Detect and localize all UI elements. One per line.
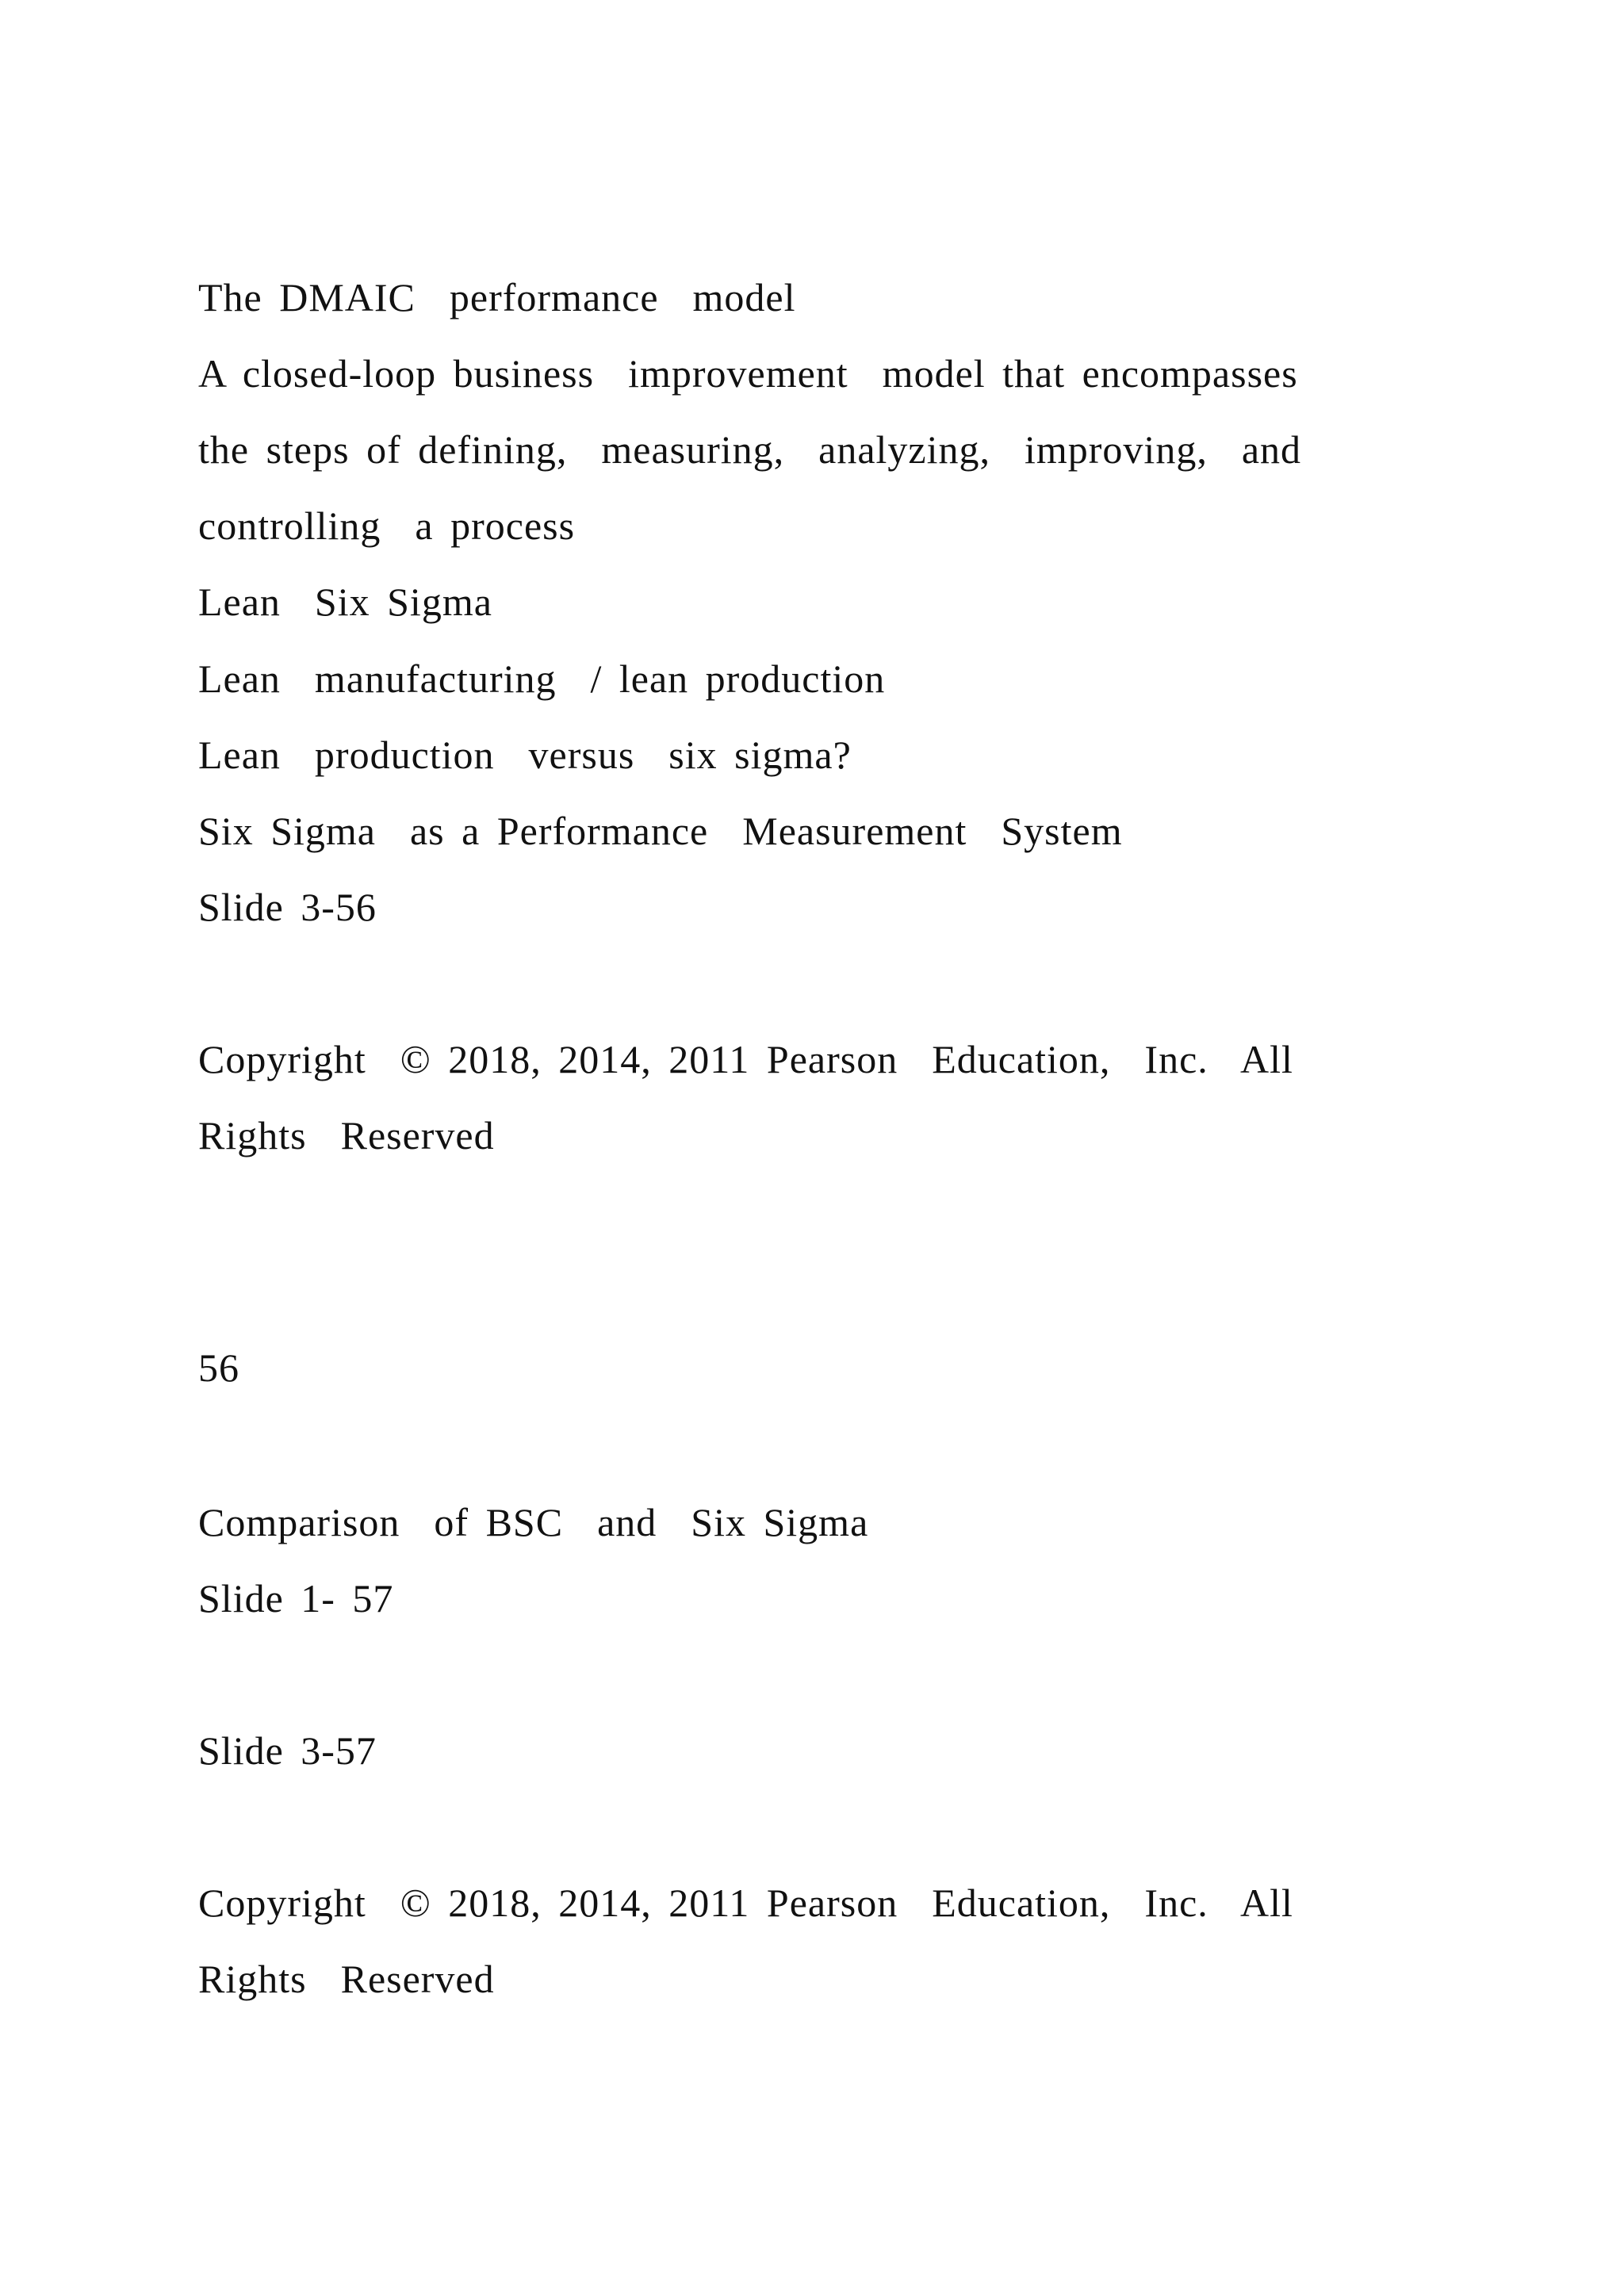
slide-reference-1-57: Slide 1- 57	[198, 1576, 394, 1621]
slide-reference-56: Slide 3-56	[198, 885, 377, 929]
list-item-six-sigma-pms: Six Sigma as a Performance Measurement System	[198, 809, 1123, 853]
section-title-comparison: Comparison of BSC and Six Sigma	[198, 1500, 869, 1544]
list-item-lean-six-sigma: Lean Six Sigma	[198, 580, 492, 624]
page-number: 56	[198, 1345, 239, 1390]
definition-line-2: the steps of defining, measuring, analyzing, improving, and	[198, 427, 1302, 472]
copyright-line-1: Copyright © 2018, 2014, 2011 Pearson Education, Inc. All	[198, 1037, 1293, 1081]
definition-line-1: A closed-loop business improvement model that encompasses	[198, 351, 1298, 396]
slide-reference-3-57: Slide 3-57	[198, 1728, 377, 1773]
copyright-line-1-b: Copyright © 2018, 2014, 2011 Pearson Education, Inc. All	[198, 1881, 1293, 1925]
copyright-line-2: Rights Reserved	[198, 1113, 495, 1158]
list-item-lean-manufacturing: Lean manufacturing / lean production	[198, 656, 886, 701]
section-title-dmaic: The DMAIC performance model	[198, 275, 796, 320]
definition-line-3: controlling a process	[198, 503, 576, 548]
copyright-line-2-b: Rights Reserved	[198, 1957, 495, 2001]
list-item-lean-vs-six-sigma: Lean production versus six sigma?	[198, 733, 852, 777]
